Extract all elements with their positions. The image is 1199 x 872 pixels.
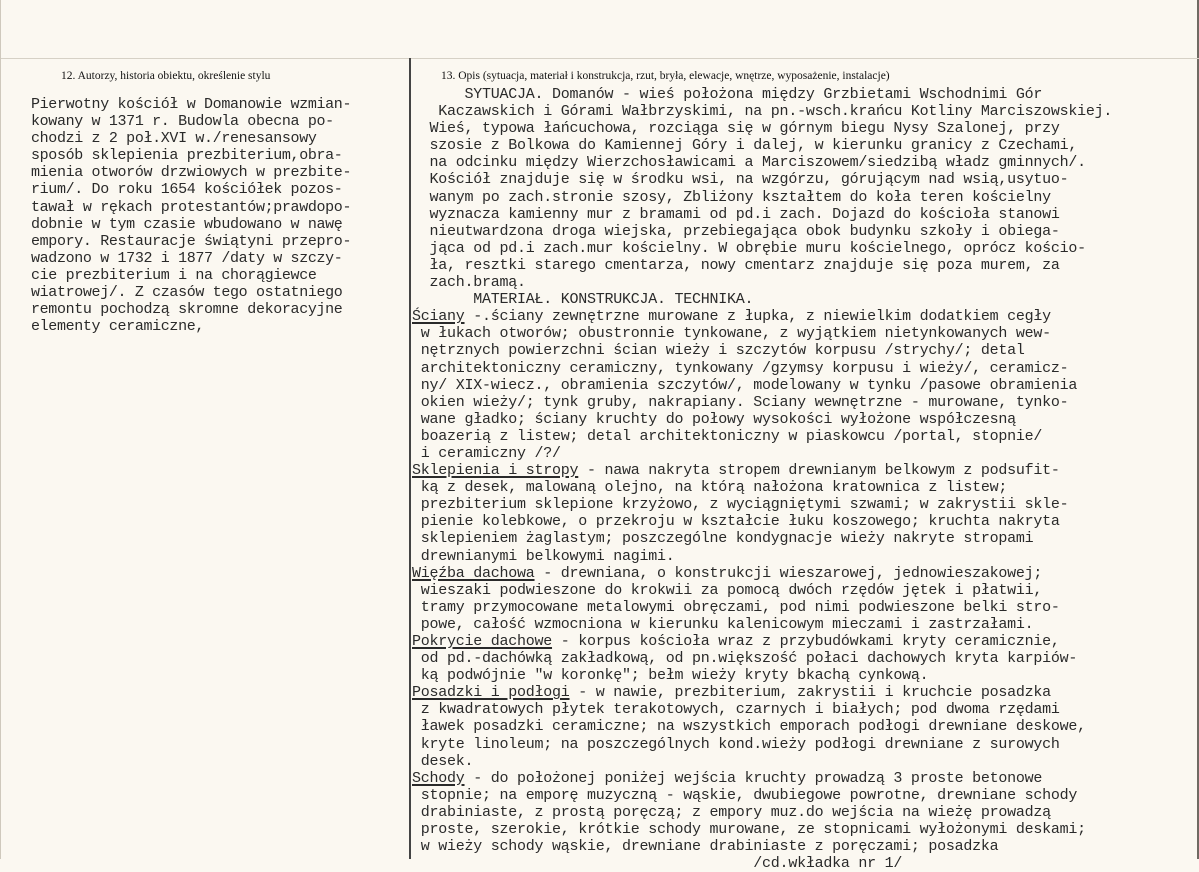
line-text: i ceramiczny /?/ <box>412 444 561 462</box>
line-text: boazerią z listew; detal architektoniczny w piaskowcu /portal, stopnie/ <box>412 427 1043 445</box>
line-text: tramy przymocowane metalowymi obręczami, pod nimi podwieszone belki stro- <box>412 598 1060 616</box>
subsection-term: Ściany <box>412 308 465 326</box>
line-text: stopnie; na emporę muzyczną - wąskie, dwubiegowe powrotne, drewniane schody <box>412 786 1078 804</box>
line-text: na odcinku między Wierzchosławicami a Marciszowem/siedzibą władz gminnych/. <box>412 154 1086 172</box>
text-line <box>412 171 1196 188</box>
line-text: - do położonej poniżej wejścia kruchty prowadzą 3 proste betonowe <box>464 769 1043 787</box>
text-line <box>412 667 1196 684</box>
text-line: rium/. Do roku 1654 kościółek pozos- <box>31 181 343 199</box>
line-text: architektoniczny ceramiczny, tynkowany /gzymsy korpusu i wieży/, ceramicz- <box>412 359 1069 377</box>
text-line <box>412 240 1196 257</box>
text-line <box>412 582 1196 599</box>
text-line <box>412 821 1196 838</box>
line-text: sklepieniem żaglastym; poszczególne kondygnacje wieży nakryte stropami <box>412 530 1034 548</box>
line-text: MATERIAŁ. KONSTRUKCJA. TECHNIKA. <box>412 291 754 309</box>
line-text: w wieży schody wąskie, drewniane drabiniaste z poręczami; posadzka <box>412 838 999 856</box>
text-line <box>412 496 1196 513</box>
text-line <box>412 462 1196 479</box>
text-line <box>412 633 1196 650</box>
line-text: drabiniaste, z prostą poręczą; z empory muz.do wejścia na wieżę prowadzą <box>412 803 1051 821</box>
line-text: - drewniana, o konstrukcji wieszarowej, jednowieszakowej; <box>534 564 1043 582</box>
line-text: ła, resztki starego cmentarza, nowy cmentarz znajduje się poza murem, za <box>412 256 1060 274</box>
text-line: dobnie w tym czasie wbudowano w nawę <box>31 215 343 233</box>
subsection-term: Sklepienia i stropy <box>412 462 579 480</box>
line-text: jąca od pd.i zach.mur kościelny. W obrębie muru kościelnego, oprócz kościo- <box>412 239 1086 257</box>
line-text: proste, szerokie, krótkie schody murowane, ze stopnicami wyłożonymi deskami; <box>412 821 1086 839</box>
text-line <box>412 650 1196 667</box>
text-line <box>412 616 1196 633</box>
text-line: wiatrowej/. Z czasów tego ostatniego <box>31 284 343 302</box>
line-text: powe, całość wzmocniona w kierunku kalenicowym mieczami i zastrzałami. <box>412 615 1034 633</box>
text-line <box>412 770 1196 787</box>
section-12-text <box>31 96 406 335</box>
text-line <box>412 530 1196 547</box>
text-line <box>412 86 1196 103</box>
line-text: desek. <box>412 752 474 770</box>
text-line <box>412 377 1196 394</box>
text-line <box>412 701 1196 718</box>
text-line <box>412 838 1196 855</box>
text-line <box>412 804 1196 821</box>
line-text: z kwadratowych płytek terakotowych, czarnych i białych; pod dwoma rzędami <box>412 701 1060 719</box>
line-text: ką z desek, malowaną olejno, na którą nałożona kratownica z listew; <box>412 479 1008 497</box>
text-line <box>412 103 1196 120</box>
line-text: Kościół znajduje się w środku wsi, na wzgórzu, górującym nad wsią,usytuo- <box>412 171 1069 189</box>
text-line: Pierwotny kościół w Domanowie wzmian- <box>31 96 352 113</box>
text-line <box>412 411 1196 428</box>
text-line: wadzono w 1732 i 1877 /daty w szczy- <box>31 249 343 267</box>
section-12-heading: 12. Autorzy, historia obiektu, określenie stylu <box>61 70 271 82</box>
line-text: Wieś, typowa łańcuchowa, rozciąga się w górnym biegu Nysy Szalonej, przy <box>412 120 1060 138</box>
line-text: pienie kolebkowe, o przekroju w kształcie łuku koszowego; kruchta nakryta <box>412 513 1060 531</box>
text-line <box>412 855 1196 872</box>
line-text: SYTUACJA. Domanów - wieś położona między Grzbietami Wschodnimi Gór <box>412 86 1043 103</box>
text-line: kowany w 1371 r. Budowla obecna po- <box>31 113 334 131</box>
line-text: /cd.wkładka nr 1/ <box>412 855 903 872</box>
subsection-term: Posadzki i podłogi <box>412 684 570 702</box>
line-text: wieszaki podwieszone do krokwii za pomocą dwóch rzędów jętek i płatwii, <box>412 581 1043 599</box>
text-line <box>412 428 1196 445</box>
line-text: - nawa nakryta stropem drewnianym belkowym z podsufit- <box>578 462 1060 480</box>
text-line <box>412 154 1196 171</box>
text-line <box>412 787 1196 804</box>
subsection-term: Pokrycie dachowe <box>412 633 553 650</box>
line-text: kryte linoleum; na poszczególnych kond.wieży podłogi drewniane z surowych <box>412 735 1060 753</box>
line-text: wyznacza kamienny mur z bramami od pd.i zach. Dojazd do kościoła stanowi <box>412 205 1060 223</box>
text-line <box>412 599 1196 616</box>
text-line <box>412 120 1196 137</box>
text-line <box>412 274 1196 291</box>
line-text: ny/ XIX-wiecz., obramienia szczytów/, modelowany w tynku /pasowe obramienia <box>412 376 1078 394</box>
line-text: - korpus kościoła wraz z przybudówkami kryty ceramicznie, <box>552 633 1060 650</box>
line-text: prezbiterium sklepione krzyżowo, z wyciągniętymi szwami; w zakrystii skle- <box>412 496 1069 514</box>
text-line <box>412 753 1196 770</box>
text-line <box>412 257 1196 274</box>
text-line <box>412 342 1196 359</box>
text-line <box>412 394 1196 411</box>
text-line: remontu pochodzą skromne dekoracyjne <box>31 301 343 319</box>
text-line <box>412 325 1196 342</box>
line-text: w łukach otworów; obustronnie tynkowane, z wyjątkiem nietynkowanych wew- <box>412 325 1051 343</box>
text-line: empory. Restauracje świątyni przepro- <box>31 232 352 250</box>
line-text: okien wieży/; tynk gruby, nakrapiany. Sciany wewnętrzne - murowane, tynko- <box>412 393 1069 411</box>
text-line: cie prezbiterium i na chorągiewce <box>31 266 317 284</box>
line-text: drewnianymi belkowymi nagimi. <box>412 547 675 565</box>
text-line <box>412 548 1196 565</box>
subsection-term: Więźba dachowa <box>412 564 535 582</box>
line-text: zach.bramą. <box>412 274 526 292</box>
text-line <box>412 513 1196 530</box>
column-divider <box>409 58 411 859</box>
line-text: -.ściany zewnętrzne murowane z łupka, z niewielkim dodatkiem cegły <box>464 308 1051 326</box>
text-line: elementy ceramiczne, <box>31 318 205 336</box>
line-text: Kaczawskich i Górami Wałbrzyskimi, na pn.-wsch.krańcu Kotliny Marciszowskiej. <box>412 103 1113 121</box>
text-line: mienia otworów drzwiowych w prezbite- <box>31 164 352 182</box>
line-text: ławek posadzki ceramiczne; na wszystkich emporach podłogi drewniane deskowe, <box>412 718 1086 736</box>
text-line <box>412 360 1196 377</box>
line-text: szosie z Bolkowa do Kamiennej Góry i dalej, w kierunku granicy z Czechami, <box>412 137 1078 155</box>
text-line <box>412 736 1196 753</box>
section-13-heading: 13. Opis (sytuacja, materiał i konstrukcja, rzut, bryła, elewacje, wnętrze, wyposażenie, instalacje) <box>441 70 890 82</box>
line-text: od pd.-dachówką zakładkową, od pn.większość połaci dachowych kryta karpiów- <box>412 650 1078 668</box>
text-line <box>412 223 1196 240</box>
section-13-text <box>412 86 1196 872</box>
text-line <box>412 137 1196 154</box>
text-line: chodzi z 2 poł.XVI w./renesansowy <box>31 130 317 148</box>
text-line <box>412 291 1196 308</box>
top-rule <box>1 58 1199 59</box>
text-line <box>412 684 1196 701</box>
text-line: sposób sklepienia prezbiterium,obra- <box>31 147 343 165</box>
line-text: - w nawie, prezbiterium, zakrystii i kruchcie posadzka <box>569 684 1051 702</box>
text-line <box>412 206 1196 223</box>
text-line <box>412 445 1196 462</box>
text-line <box>412 565 1196 582</box>
subsection-term: Schody <box>412 769 465 787</box>
text-line <box>412 189 1196 206</box>
line-text: ką podwójnie "w koronkę"; bełm wieży kryty bkachą cynkową. <box>412 667 929 685</box>
line-text: wane gładko; ściany kruchty do połowy wysokości wyłożone współczesną <box>412 410 1016 428</box>
text-line: tawał w rękach protestantów;prawdopo- <box>31 198 352 216</box>
text-line <box>412 479 1196 496</box>
text-line <box>412 308 1196 325</box>
text-line <box>412 718 1196 735</box>
line-text: nętrznych powierzchni ścian wieży i szczytów korpusu /strychy/; detal <box>412 342 1025 360</box>
line-text: wanym po zach.stronie szosy, Zbliżony kształtem do koła teren kościelny <box>412 188 1051 206</box>
line-text: nieutwardzona droga wiejska, przebiegająca obok budynku szkoły i obiega- <box>412 222 1060 240</box>
